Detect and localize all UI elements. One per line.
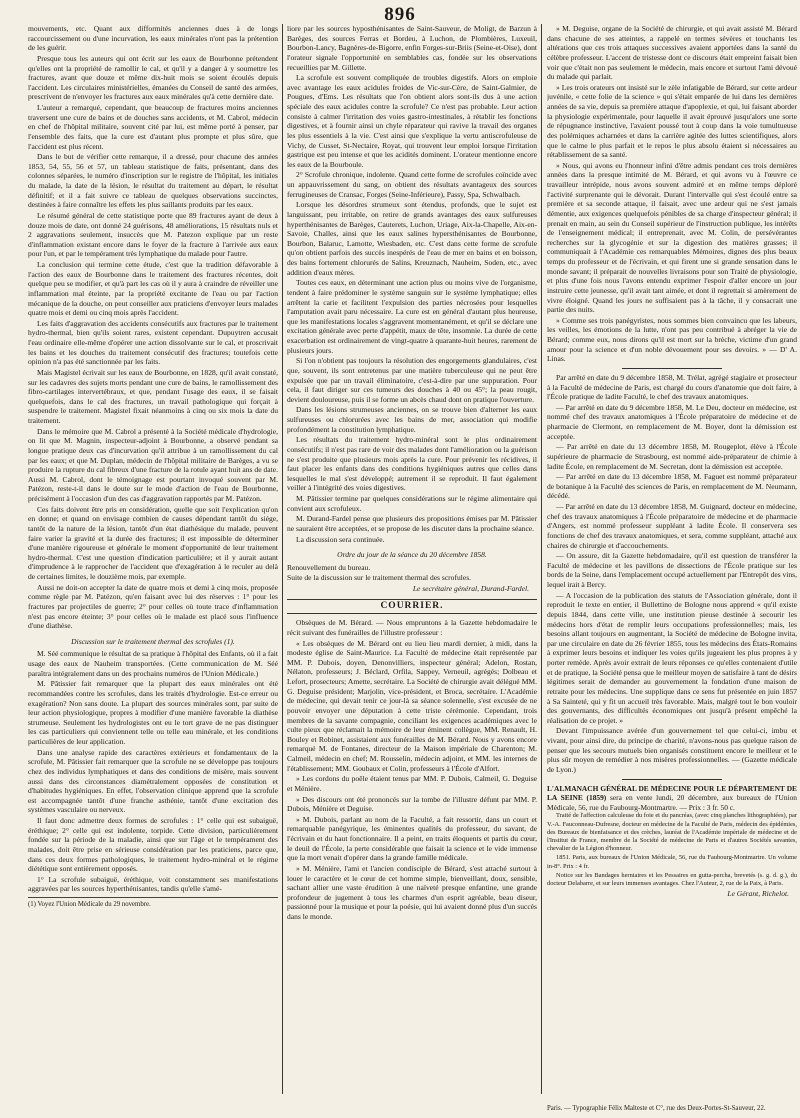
paragraph: M. Pâtissier fait remarquer que la plupart des eaux minérales ont été recommandées contre les scrofules, dans les traités d'hydrologie. Est-ce erreur ou exagération? Non sans doute. La plupart des sources minérales sont, par suite de leur action physiologique, propres à modifier d'une manière favorable la diathèse strumeuse. Seulement les hydrologistes ont eu le tort grave de ne pas distinguer les cas particuliers qui conviennent telle ou telle eau minérale, et les conditions particulières de leur application. xyxy=(28,679,278,746)
column-divider xyxy=(282,24,283,1094)
paragraph: » Comme ses trois panégyristes, nous sommes bien convaincu que les labeurs, les veilles, les émotions de la lutte, n'ont pas peu contribué à abréger la vie de Bérard; comme eux, nous dirons qu'il est mort sur la brèche, victime d'un grand amour pour la science et d'un noble dévouement pour ses devoirs. » — D' A. Linas. xyxy=(547,315,797,364)
paragraph: La conclusion qui termine cette étude, c'est que la tradition défavorable à l'action des eaux de Bourbonne dans le traitement des fractures récentes, doit quelque peu se modifier, et qu'à part les cas où il y aura à craindre de réveiller une inflammation mal éteinte, par la propriété excitante de l'eau ou par l'action mécanique de la douche, on peut conseiller aux praticiens d'envoyer leurs malades quatre mois et demi ou cinq mois après l'accident. xyxy=(28,260,278,318)
gerant-signature: Le Gérant, Richelot. xyxy=(727,889,789,899)
paragraph: Si l'on n'obtient pas toujours la résolution des engorgements glandulaires, c'est que, souvent, ils sont entretenus par une matière tuberculeuse qui ne peut être expulsée que par un travail éliminatoire, c'est-à-dire par une suppuration. Pour cela, il faut diriger sur ces tumeurs des douches à 40 ou 45°; la peau rougit, devient douloureuse, puis il se forme un abcès chaud dont on pratique l'ouverture. xyxy=(287,356,537,404)
paragraph: Dans le mémoire que M. Cabrol a présenté à la Société médicale d'hydrologie, on lit que M. Magnin, inspecteur-adjoint à Bourbonne, a observé pendant sa longue pratique deux cas d'incurvation qu'il attribue à un ramollissement du cal par les eaux; et que M. Duplan, médecin de l'hôpital militaire de Barèges, a vu se produire la rupture du cal fibreux d'une fracture de la rotule ayant huit ans de date. Aussi M. Cabrol, dont le témoignage est pourtant invoqué souvent par M. Patézon, reste-t-il dans le doute sur le mode d'action de l'eau de Bourbonne, précisément à l'occasion d'un des cas d'aggravation rapportés par M. Patézon. xyxy=(28,426,278,503)
almanach-notice xyxy=(547,784,797,813)
paragraph: Presque tous les auteurs qui ont écrit sur les eaux de Bourbonne prétendent qu'elles ont la propriété de ramollir le cal, et qu'il y a danger à y soumettre les fractures, avant que douze et même dix-huit mois se soient écoulés depuis l'accident. Les circulaires ministérielles, émanées du Conseil de santé des armées, prescrivent de n'envoyer les fractures aux eaux minérales qu'à cette dernière date. xyxy=(28,53,278,102)
column-middle xyxy=(287,24,537,1099)
footnote: (1) Voyez l'Union Médicale du 29 novembre. xyxy=(28,897,278,910)
paragraph: — Par arrêté en date du 13 décembre 1858, M. Faguet est nommé préparateur de botanique à la Faculté des sciences de Paris, en remplacement de M. Neumann, décédé. xyxy=(547,472,797,501)
paragraph: » M. Deguise, organe de la Société de chirurgie, et qui avait assisté M. Bérard dans chacune de ses atteintes, a rappelé en termes sévères et touchants les altérations que ces trois attaques successives avaient apportées dans la santé du célèbre professeur. L'accent de tristesse dont ce discours était empreint faisait bien voir que c'était non pas seulement le médecin, mais encore et surtout l'ami dévoué du malade qui parlait. xyxy=(547,24,797,82)
paragraph: M. Séé communique le résultat de sa pratique à l'hôpital des Enfants, où il a fait usage des eaux de Nauheim transportées. (Cette communication de M. Séé paraîtra intégralement dans un des prochains numéros de l'Union Médicale.) xyxy=(28,649,278,678)
paragraph: — Par arrêté en date du 13 décembre 1858, M. Rougeplot, élève à l'École supérieure de pharmacie de Strasbourg, est nommé aide-préparateur de chimie à ladite École, en remplacement de M. Secretan, dont la démission est acceptée. xyxy=(547,442,797,471)
section-title: Discussion sur le traitement thermal des scrofules (1). xyxy=(71,636,235,646)
order-item: Renouvellement du bureau. xyxy=(287,562,371,572)
separator-rule xyxy=(622,368,722,369)
paragraph: Il faut donc admettre deux formes de scrofules : 1° celle qui est subaiguë, éréthique; 2° celle qui est indolente, torpide. Cette division, particulièrement fondée sur la période de la maladie, ainsi que sur l'âge et le tempérament des malades, doit être prise en sérieuse considération par les praticiens, parce que, dans ces deux formes pathologiques, le traitement hydro-minéral et le régime diététique sont entièrement opposés. xyxy=(28,816,278,874)
paragraph: Le résumé général de cette statistique porte que 89 fractures ayant de deux à douze mois de date, ont donné 24 guérisons, 48 améliorations, 15 résultats nuls et 2 aggravations seulement, insuccès que M. Patezon explique par un reste d'inflammation existant encore dans le foyer de la fracture à l'arrivée aux eaux pour l'un, et par le tempérament très lymphatique du malade pour l'autre. xyxy=(28,210,278,259)
almanach-text: sera en vente lundi, 20 décembre, aux bureaux de l'Union Médicale, 56, rue du Faubourg-Montmartre. — Prix : 3 fr. 50 c. xyxy=(547,793,797,812)
paragraph: — A l'occasion de la publication des statuts de l'Association générale, dont il reproduit le texte en entier, il Bullettino de Bologne nous apprend « qu'il existe depuis 1844, dans cette ville, une institution pieuse destinée à secourir les médecins hors d'état de remplir leurs occupations professionnelles; mais, les besoins allant toujours en augmentant, la Société de médecine de Bologne invita, par une circulaire en date du 26 février 1855, tous les médecins des États-Romains à exprimer leurs besoins et indiquer les voies qu'ils jugeaient les plus propres à y porter remède. Après avoir extrait de leurs réponses ce qu'elles contenaient d'utile et de pratique, la Société pensa que le meilleur moyen de satisfaire à tant de désirs légitimes serait de demander au gouvernement la fondation d'une maison de retraite pour les médecins. Une supplique dans ce sens fut présentée en juin 1857 à Sa Sainteté, qui y fit un accueil très favorable. Mais, malgré tout le bon vouloir des gouvernants, des difficultés économiques ont jusqu'à présent empêché la réalisation de ce projet. » xyxy=(547,590,797,725)
paragraph: » Les cordons du poêle étaient tenus par MM. P. Dubois, Calmeil, G. Deguise et Ménière. xyxy=(287,774,537,793)
paragraph: » M. Ménière, l'ami et l'ancien condisciple de Bérard, s'est attaché surtout à louer le caractère et le cœur de cet homme simple, bienveillant, doux, sensible, sachant allier une vaste érudition à une naïveté presque enfantine, une grande profondeur de jugement à tous les charmes d'un esprit agréable, beau diseur, passionné pour la musique et pour la poésie, qui lui avaient donné plus d'un succès dans le monde. xyxy=(287,863,537,921)
printer-imprint: Paris. — Typographie Félix Malteste et C°, rue des Deux-Portes-St-Sauveur, 22. xyxy=(547,1105,766,1112)
order-of-day-title: Ordre du jour de la séance du 20 décembre 1858. xyxy=(337,550,487,560)
advertisement: Traité de l'affection calculeuse du foie et du pancréas, (avec cinq planches lithographiées), par V.-A. Fauconneau-Dufresne, docteur en médecine de la Faculté de Paris, médecin des épidémies, des Bureaux de bienfaisance et des crèches, lauréat de l'Académie impériale de médecine et de l'Institut de France, membre de la Société de médecine de Paris et d'autres Sociétés savantes, chevalier de la Légion d'honneur. xyxy=(547,812,797,853)
paragraph: Les résultats du traitement hydro-minéral sont le plus ordinairement consécutifs; il n'est pas rare de voir des malades dont l'amélioration ou la guérison ne s'est produite que plusieurs mois après la cure. Pour prévenir les récidives, il faut placer les enfants dans des conditions hygiéniques autres que celles dans lesquelles le mal s'est développé; autrement il se reproduit. Il faut également veiller à l'intégrité des voies digestives. xyxy=(287,435,537,493)
order-item: Suite de la discussion sur le traitement thermal des scrofules. xyxy=(287,573,472,583)
separator-rule xyxy=(622,779,722,780)
paragraph: — Par arrêté en date du 13 décembre 1858, M. Guignard, docteur en médecine, chef des travaux anatomiques à l'École préparatoire de médecine et de pharmacie d'Angers, est nommé professeur suppléant à ladite École. Il conservera ses fonctions de chef des travaux anatomiques, et sera, comme suppléant, attaché aux chaires de chirurgie et d'accouchements. xyxy=(547,502,797,550)
paragraph: » Nous, qui avons eu l'honneur infini d'être admis pendant ces trois dernières années dans la presque intimité de M. Bérard, et qui avons vu à l'œuvre ce travailleur intrépide, nous avons souvent admiré et en même temps déploré l'activité surprenante qui le dévorait. Durant l'intervalle qui s'est écoulé entre sa première et sa seconde attaque, il faisait, avec une ardeur qui ne s'est jamais démentie, aux exigences quelquefois pénibles de sa charge d'inspecteur général; il prenait en main, au sein du Conseil supérieur de l'instruction publique, les intérêts de l'enseignement médical; il entreprenait, avec M. Colin, de persévérantes recherches sur la glycogénie et sur la digestion des matières grasses; il communiquait à l'Académie ces remarquables Mémoires, dignes des plus beaux temps du professeur et de l'écrivain, et qui firent une si grande sensation dans le monde savant; il préparait de nouvelles livraisons pour son Traité de physiologie, et plus d'une fois nous l'avons entendu exprimer l'espoir d'aller encore un jour instruire cette jeunesse, qu'il avait tant aimée, et dont il regrettait si amèrement de vivre éloigné. Quand les jours ne suffisaient pas à la tâche, il y consacrait une partie des nuits. xyxy=(547,160,797,315)
paragraph: La discussion sera continuée. xyxy=(296,534,385,544)
paragraph: Mais Magistel écrivait sur les eaux de Bourbonne, en 1828, qu'il avait constaté, sur les cadavres des sujets morts pendant une cure de bains, le ramollissement des fibro-cartilages intervertébraux, et que, pendant l'usage des eaux, il se faisait quelquefois, dans le cal des fractures, un travail pathologique qui forçait à suspendre le traitement. Magistel fixait néanmoins à cinq ou six mois la date du traitement. xyxy=(28,367,278,425)
paragraph: Devant l'impuissance avérée d'un gouvernement tel que celui-ci, imbu et vivant, pour ainsi dire, du principe de charité, n'avons-nous pas quelque raison de penser que les secours mutuels bien organisés constituent encore le meilleur et le plus sûr moyen de remédier à nos misères professionnelles. — (Gazette médicale de Lyon.) xyxy=(547,726,797,774)
paragraph: Obsèques de M. Bérard. — Nous empruntons à la Gazette hebdomadaire le récit suivant des funérailles de l'illustre professeur : xyxy=(287,618,537,637)
paragraph: 2° Scrofule chronique, indolente. Quand cette forme de scrofules coïncide avec un appauvrissement du sang, on obtient des résultats avantageux des sources ferrugineuses de Cransac, Forges (Seine-Inférieure), Passy, Spa, Schwalbach. xyxy=(287,170,537,199)
paragraph: — Par arrêté en date du 9 décembre 1858, M. Le Deu, docteur en médecine, est nommé chef des travaux anatomiques à l'École préparatoire de médecine et de pharmacie de Clermont, en remplacement de M. Boyer, dont la démission est acceptée. xyxy=(547,402,797,441)
paragraph: » Les trois orateurs ont insisté sur le zèle infatigable de Bérard, sur cette ardeur juvénile, « cette folie de la science » qui s'était emparée de lui dans les dernières années de sa vie, depuis sa première attaque d'apoplexie, et qui, lui faisant aborder la physiologie expérimentale, pour laquelle il avait éprouvé jusqu'alors une sorte de répugnance instinctive, l'avaient poussé tout à coup dans la voie tumultueuse des polémiques acharnées et dans la carrière agitée des luttes scientifiques, alors que le calme le plus parfait et le repos le plus absolu étaient si nécessaires au rétablissement de sa santé. xyxy=(547,82,797,160)
paragraph: Les faits d'aggravation des accidents consécutifs aux fractures par le traitement hydro-thermal, bien qu'ils soient rares, existent cependant. Dupuytren accusait l'eau ordinaire elle-même d'opérer une action dissolvante sur le cal, et proscrivait les bains et les douches du traitement consécutif des fractures; toutefois cette opinion n'a pas été sanctionnée par les faits. xyxy=(28,318,278,367)
paragraph: « Les obsèques de M. Bérard ont eu lieu lieu mardi dernier, à midi, dans la modeste église de Saint-Maurice. La Faculté de médecine était représentée par MM. P. Dubois, doyen, Denonvilliers, inspecteur général; Adelon, Rostan, Nélaton, professeurs; J. Béclard, Orfila, Sappey, Verneuil, agrégés; Dolbeau et Lefort, prosecteurs; Amette, secrétaire. La Société de chirurgie avait délégué MM. G. Deguise président; Marjolin, vice-président, et Broca, secrétaire. L'Académie de médecine, qui devait tenir ce jour-là sa séance solennelle, s'est excusée de ne pouvoir envoyer une députation à cette triste cérémonie. Cependant, trois membres de la savante compagnie, conciliant les exigences académiques avec le culte pieux que réclamait la mémoire de leur éminent collègue, MM. Renault, H. Bouley et Robinet, assistaient aux funérailles de M. Bérard. Nous y avons encore remarqué M. de Fontanes, directeur de la Maison impériale de Charenton; M. Calmeil, médecin en chef; M. Rousselin, médecin adjoint, et MM. les internes de l'établissement; MM. Goubaux et Colin, professeurs à l'École d'Alfort. xyxy=(287,638,537,773)
column-right xyxy=(547,24,797,1099)
paragraph: M. Pâtissier termine par quelques considérations sur le régime alimentaire qui convient aux scrofuleux. xyxy=(287,494,537,513)
advertisement: Notice sur les Bandages herniaires et les Pessaires en gutta-percha, brevetés (s. g. d. g.), du docteur Delabarre, et sur leurs immenses avantages. Chez l'Auteur, 2, rue de la Paix, à Paris. xyxy=(547,871,797,887)
paragraph: mouvements, etc. Quant aux difformités anciennes dues à de longs raccourcissement ou d'une incurvation, les eaux minérales n'ont pas la prétention de les guérir. xyxy=(28,24,278,53)
paragraph: Dans le but de vérifier cette remarque, il a dressé, pour chacune des années 1853, 54, 55, 56 et 57, un tableau statistique de faits, présentant, dans des colonnes séparées, le numéro d'inscription sur le registre de l'hôpital, les initiales du malade, la date de la lésion, le résultat du traitement au départ, le résultat définitif; et il a fait suivre ce tableau de quelques observations succinctes, destinées à faire connaître les effets les plus saillants produits par les eaux. xyxy=(28,152,278,210)
paragraph: Dans les lésions strumeuses anciennes, on se trouve bien d'alterner les eaux sulfureuses ou chlorurées avec les bains de mer, association qui modifie profondément la constitution lymphatique. xyxy=(287,405,537,434)
paragraph: — On assure, dit la Gazette hebdomadaire, qu'il est question de transférer la Faculté de médecine et les pavillons de dissections de l'École pratique sur les bords de la Seine, dans l'emplacement occupé actuellement par l'Entrepôt des vins, lequel irait à Bercy. xyxy=(547,551,797,589)
column-left xyxy=(28,24,278,1099)
page-number: 896 xyxy=(384,4,416,25)
paragraph: Aussi ne doit-on accepter la date de quatre mois et demi à cinq mois, proposée comme règle par M. Patézon, qu'en faisant avec lui des réserves : 1° pour les fractures par projectiles de guerre; 2° pour celles où toute trace d'inflammation n'est pas encore éteinte; 3° pour celles où le malade est placé sous l'influence d'une diathèse. xyxy=(28,582,278,631)
paragraph: L'auteur a remarqué, cependant, que beaucoup de fractures moins anciennes traversent une cure de bains et de douches sans accidents, et M. Cabrol, médecin en chef de l'hôpital militaire, souvent cité par lui, est même porté à penser, par l'ensemble des faits, que la cure est d'autant plus prompte et plus sûre, que l'accident est plus récent. xyxy=(28,103,278,151)
courrier-heading: COURRIER. xyxy=(287,599,537,615)
paragraph: La scrofule est souvent compliquée de troubles digestifs. Alors on emploie avec avantage les eaux acidules froides de Vic-sur-Cère, de Saint-Galmier, de Pougues, d'Ems. Les résultats que l'on obtient alors sont-ils dus à une action spéciale des eaux acidules contre la scrofule? Ce n'est pas probable. Leur action consiste à calmer l'irritation des voies gastro-intestinales, à rétablir les fonctions digestives, et à fournir ainsi un chyle réparateur qui ravive la travail des organes les plus essentiels à la vie. C'est ainsi que s'explique la vertu antiscrofuleuse de Vichy, de Cusset, St-Nectaire, Royat, qui trouvent leur emploi lorsque l'irritation gastrique est peu intense et que les acidités dominent. L'orateur mentionne encore les eaux de la Bourboule. xyxy=(287,73,537,169)
paragraph: » M. Dubois, parlant au nom de la Faculté, a fait ressortir, dans un court et remarquable panégyrique, les éminentes qualités du professeur, du savant, de l'écrivain et du haut fonctionnaire. Il a peint, en traits éloquents et partis du cœur, le deuil de l'École, la perte considérable que faisait la science et le vide immense que la mort venait d'opérer dans la grande famille médicale. xyxy=(287,814,537,863)
paragraph: Toutes ces eaux, en déterminant une action plus ou moins vive de l'organisme, tendent à faire prédominer le système sanguin sur le système lymphatique; elles arrêtent la carie et facilitent l'expulsion des parties nécrosées pour lesquelles l'amputation avait paru nécessaire. La cure est en général d'autant plus heureuse, que les manifestations locales s'aggravent momentanément, et qu'il se déclare une excitation générale avec perte d'appétit, maux de tête, insomnie. La durée de cette exacerbation est ordinairement de vingt-quatre à quarante-huit heures, rarement de plusieurs jours. xyxy=(287,278,537,355)
paragraph: liore par les sources hyposthénisantes de Saint-Sauveur, de Moligt, de Barzun à Barèges, des sources Ferras et Bordeu, à Luchon, de Plombières, Luxeuil, Bourbon-Lancy, Bagnères-de-Bigorre, enfin Forges-sur-Briis (Seine-et-Oise), dont l'orateur signale l'opportunité en semblables cas, fondée sur les observations recueillies par M. Gillette. xyxy=(287,24,537,72)
paragraph: Par arrêté en date du 9 décembre 1858, M. Trélat, agrégé stagiaire et prosecteur à la Faculté de médecine de Paris, est chargé du cours d'anatomie que doit faire, à l'École pratique de ladite Faculté, le chef des travaux anatomiques. xyxy=(547,372,797,402)
paragraph: Ces faits doivent être pris en considération, quelle que soit l'explication qu'on en donne; et quand on envisage combien de causes dépendant tantôt du siége, tantôt de la nature de la lésion, tantôt d'un état diathésique du malade, peuvent faire varier la gravité et la durée des fractures; il est impossible de déterminer d'une manière rigoureuse et générale le moment d'opportunité de leur traitement hydro-thermal. C'est une question d'indication particulière; et il y aurait autant d'imprudence à le rapprocher de l'accident que d'exagération à le reculer au delà de certaines limites, le douzième mois, par exemple. xyxy=(28,504,278,581)
advertisement: 1851. Paris, aux bureaux de l'Union Médicale, 56, rue du Faubourg-Montmartre. Un volume in-8°. Prix : 4 fr. xyxy=(547,854,797,870)
paragraph: Lorsque les désordres strumeux sont étendus, profonds, que le sujet est languissant, peu irritable, on retire de grands avantages des eaux sulfureuses hyperthénisantes de Barèges, Cauterets, Luchon, Uriage, Aix-la-Chapelle, Aix-en-Savoie, Challes, ainsi que les eaux salines hypersthénisantes de Bourbonne, Bourbon, Balaruc, Lamotte, Wiesbaden, etc. C'est dans cette forme de scrofule qu'on obtient parfois des succès inespérés de l'eau de mer en bains et en boisson, des bains fortement chlorurés de Salins, Kreuznach, Nauheim, Soden, etc., avec addition d'eaux mères. xyxy=(287,200,537,277)
paragraph: » Des discours ont été prononcés sur la tombe de l'illustre défunt par MM. P. Dubois, Ménière et Deguise. xyxy=(287,794,537,814)
paragraph: 1° La scrofule subaiguë, éréthique, voit constamment ses manifestations aggravées par les sources hyperthénisantes, tandis qu'elle s'amé- xyxy=(28,874,278,894)
secretary-signature: Le secrétaire général, Durand-Fardel. xyxy=(412,584,529,593)
column-divider xyxy=(541,24,542,1094)
almanach-title: L'ALMANACH GÉNÉRAL DE MÉDECINE POUR LE DÉPARTEMENT DE LA SEINE (1859) xyxy=(547,783,797,803)
paragraph: M. Durand-Fardel pense que plusieurs des propositions émises par M. Pâtissier ne sauraient être acceptées, et se propose de les discuter dans la prochaine séance. xyxy=(287,514,537,533)
paragraph: Dans une analyse rapide des caractères extérieurs et fondamentaux de la scrofule, M. Pâtissier fait remarquer que la scrofule ne se développe pas toujours chez des individus lymphatiques et dans des conditions de misère, mais souvent aussi dans des circonstances diamétralement opposées de constitution et d'habitudes hygiéniques. En effet, l'observation clinique apprend que la scrofule est accompagnée tantôt d'une franche asthénie, tantôt d'une excitation des systèmes vasculaire ou nerveux. xyxy=(28,747,278,815)
